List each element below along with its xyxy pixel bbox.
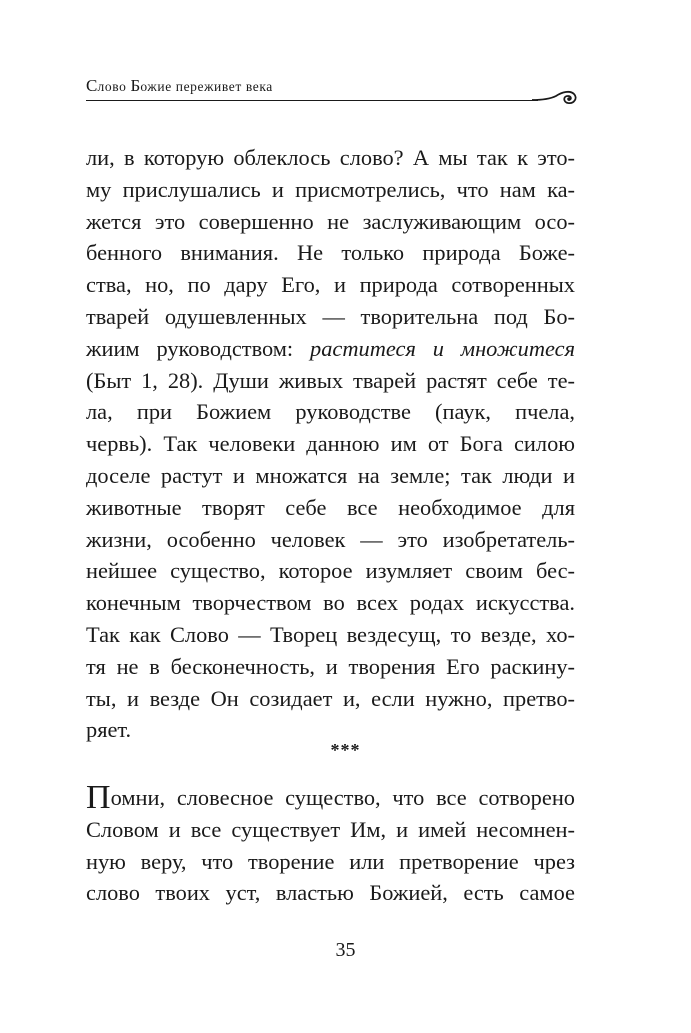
running-header (86, 74, 578, 108)
title-part-1: лово (97, 79, 131, 94)
text-line: Так как Слово — Творец вездесущ, то везде, хо- (86, 621, 575, 647)
text-line: животные творят себе все необходимое для (86, 494, 575, 520)
header-rule (86, 100, 538, 101)
text-line: жизни, особенно человек — это изобретатель- (86, 526, 575, 552)
running-title (86, 76, 273, 96)
text-line: нейшее существо, которое изумляет своим бес- (86, 558, 575, 584)
title-cap-2: Б (130, 76, 141, 95)
text-line: бенного внимания. Не только природа Боже- (86, 240, 575, 266)
title-part-2: ожие переживет века (140, 79, 273, 94)
text-line: ли, в которую облеклось слово? А мы так к это- (86, 145, 575, 170)
page-number: 35 (335, 939, 356, 961)
text-line: червь). Так человеки данною им от Бога силою (86, 431, 575, 457)
text-line: ла, при Божием руководстве (паук, пчела, (86, 399, 575, 425)
section-separator: *** (330, 740, 361, 760)
text-line: тя не в бесконечность, и творения Его раскину- (86, 653, 575, 679)
text-line: ную веру, что творение или претворение чрез (86, 848, 575, 874)
text-line-start: жиим руководством: (86, 335, 311, 361)
second-paragraph (86, 779, 575, 909)
swirl-ornament-icon (532, 86, 578, 108)
text-line: ства, но, по дару Его, и природа сотворенных (86, 272, 575, 298)
text-line: Словом и все существует Им, и имей несомнен- (86, 816, 575, 842)
text-line: тварей одушевленных — творительна под Бо- (86, 303, 575, 329)
text-line-start: омни, словесное существо, что все сотворено (110, 785, 575, 810)
drop-cap: П (86, 779, 111, 816)
text-line-with-dropcap (86, 779, 575, 816)
main-paragraph (86, 142, 575, 746)
text-line-with-quote (86, 333, 575, 365)
text-line: конечным творчеством во всех родах искусства. (86, 590, 575, 616)
text-line: (Быт 1, 28). Души живых тварей растят себе те- (86, 367, 575, 393)
text-line: жется это совершенно не заслуживающим осо- (86, 208, 575, 234)
text-line: ряет. (86, 717, 132, 743)
text-line: доселе растут и множатся на земле; так люди и (86, 462, 575, 488)
text-line: ты, и везде Он созидает и, если нужно, претво- (86, 685, 575, 711)
scripture-quote: раститеся и множитеся (310, 335, 575, 361)
text-line: му прислушались и присмотрелись, что нам ка- (86, 176, 575, 202)
text-line: слово твоих уст, властью Божией, есть самое (86, 880, 575, 906)
title-cap-1: С (86, 76, 98, 95)
